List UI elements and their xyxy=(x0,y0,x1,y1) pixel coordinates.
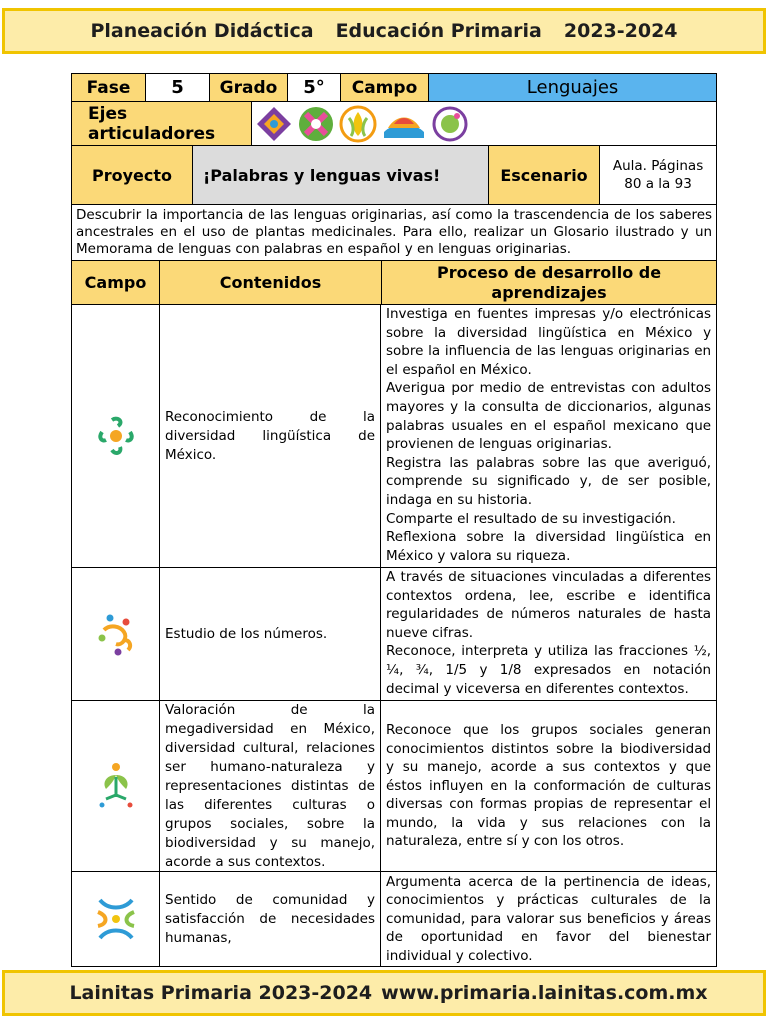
fase-label: Fase xyxy=(72,74,146,101)
header-title: Planeación Didáctica xyxy=(90,20,314,42)
proceso-item: Argumenta acerca de la pertinencia de ideas, conocimientos y prácticas culturales de la comunidad, para valorar sus beneficios y áreas de oportunidad en favor del bienestar individual y colectivo. xyxy=(386,873,712,964)
ejes-icons xyxy=(252,102,470,145)
table-row xyxy=(72,701,717,872)
proceso-item: Averigua por medio de entrevistas con adultos mayores y la consulta de diccionarios, algunas palabras usuales en el español mexicano que provienen de lenguas originarias. xyxy=(386,380,712,453)
footer-url-link[interactable]: www.primaria.lainitas.com.mx xyxy=(381,982,708,1004)
comunitario-icon xyxy=(94,896,138,942)
vida-saludable-icon xyxy=(430,104,470,144)
proceso-cell xyxy=(381,568,716,700)
table-row xyxy=(72,305,717,568)
campo-value: Lenguajes xyxy=(429,74,716,101)
proceso-item: Reflexiona sobre la diversidad lingüística en México y valora su riqueza. xyxy=(386,529,712,564)
contenido-cell: Reconocimiento de la diversidad lingüística de México. xyxy=(160,305,381,567)
contenido-cell: Estudio de los números. xyxy=(160,568,381,700)
contenido-cell: Sentido de comunidad y satisfacción de necesidades humanas, xyxy=(160,872,381,966)
header-level: Educación Primaria xyxy=(335,20,542,42)
interculturalidad-icon xyxy=(338,104,378,144)
col-header-proceso: Proceso de desarrollo de aprendizajes xyxy=(382,261,716,304)
grado-label: Grado xyxy=(210,74,288,101)
proceso-cell xyxy=(381,305,716,567)
table-row xyxy=(72,568,717,701)
lectura-icon xyxy=(380,104,428,144)
campo-label: Campo xyxy=(341,74,429,101)
col-header-contenidos: Contenidos xyxy=(160,261,382,304)
table-row xyxy=(72,872,717,967)
proyecto-label: Proyecto xyxy=(72,146,193,204)
escenario-label: Escenario xyxy=(489,146,600,204)
proceso-item: Comparte el resultado de su investigación. xyxy=(386,510,676,527)
proceso-item: Investiga en fuentes impresas y/o electrónicas sobre la diversidad lingüística en México y sobre la influencia de las lenguas originarias en el español en México. xyxy=(386,306,712,378)
proceso-item: A través de situaciones vinculadas a diferentes contextos ordena, lee, escribe e identifica regularidades de números naturales de hasta nueve cifras. xyxy=(386,569,712,641)
fase-value: 5 xyxy=(146,74,210,101)
header-banner xyxy=(2,8,766,54)
escenario-value: Aula. Páginas 80 a la 93 xyxy=(612,158,704,192)
proceso-item: Registra las palabras sobre las que averiguó, comprende su significado y, de ser posible, indaga en su historia. xyxy=(386,454,712,508)
proceso-item: Reconoce, interpreta y utiliza las fracciones ½, ¼, ¾, 1/5 y 1/8 expresados en notación decimal y viceversa en diferentes contextos. xyxy=(386,643,712,697)
proceso-cell xyxy=(381,701,716,871)
proceso-item: Reconoce que los grupos sociales generan conocimientos distintos sobre la biodiversidad y su manejo, acorde a sus contextos y que éstos influyen en la conformación de culturas diversas con formas propias de representar el mundo, la vida y sus relaciones con la naturaleza, entre sí y con los otros. xyxy=(386,721,712,850)
footer-brand: Lainitas Primaria 2023-2024 xyxy=(69,982,373,1004)
inclusion-icon xyxy=(254,104,294,144)
planning-table xyxy=(71,73,717,967)
proceso-cell xyxy=(381,872,716,966)
saberes-icon xyxy=(94,610,138,658)
footer-banner xyxy=(2,970,766,1016)
project-description: Descubrir la importancia de las lenguas originarias, así como la trascendencia de los saberes ancestrales en el uso de plantas medicinales. Para ello, realizar un Glosario ilustrado y un Memorama de lenguas con palabras en español y en lenguas originarias. xyxy=(72,205,717,261)
ejes-label: Ejes articuladores xyxy=(72,102,252,145)
lenguajes-icon xyxy=(96,414,136,458)
col-header-campo: Campo xyxy=(72,261,160,304)
etica-icon xyxy=(96,761,136,811)
pensamiento-critico-icon xyxy=(296,104,336,144)
contenido-cell: Valoración de la megadiversidad en México, diversidad cultural, relaciones ser humano-naturaleza y representaciones distintas de las diferentes culturas o grupos sociales, sobre la biodiversidad y su manejo, acorde a sus contextos. xyxy=(160,701,381,871)
proyecto-value: ¡Palabras y lenguas vivas! xyxy=(193,146,489,204)
header-year: 2023-2024 xyxy=(563,20,678,42)
grado-value: 5° xyxy=(288,74,341,101)
